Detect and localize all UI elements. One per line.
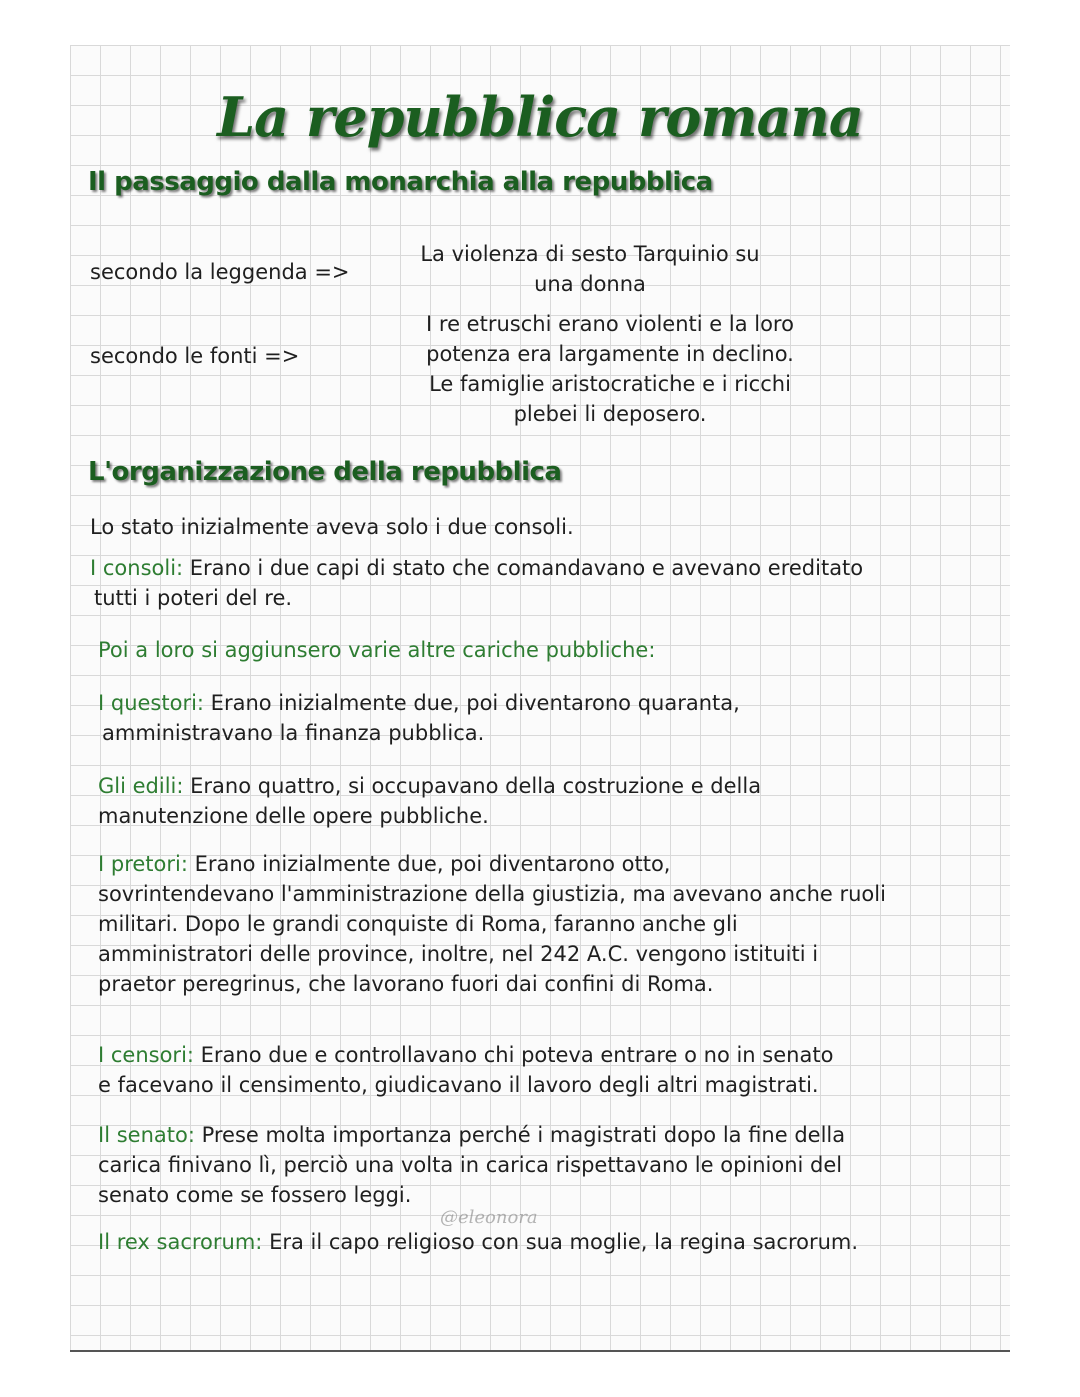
pretori-label: I pretori: xyxy=(98,852,188,876)
edili-text: manutenzione delle opere pubbliche. xyxy=(98,804,489,828)
page-title: La repubblica romana xyxy=(217,85,863,149)
pretori-text: Erano inizialmente due, poi diventarono otto, xyxy=(187,852,671,876)
pretori-paragraph xyxy=(98,849,1003,999)
censori-paragraph xyxy=(98,1040,833,1100)
sources-text-line: potenza era largamente in declino. xyxy=(426,342,794,366)
sources-label: secondo le fonti => xyxy=(90,344,300,368)
sources-text-line: I re etruschi erano violenti e la loro xyxy=(426,312,794,336)
legend-text-line: La violenza di sesto Tarquinio su xyxy=(420,242,760,266)
legend-label: secondo la leggenda => xyxy=(90,260,350,284)
censori-text: e facevano il censimento, giudicavano il lavoro degli altri magistrati. xyxy=(98,1073,819,1097)
questori-label: I questori: xyxy=(98,691,204,715)
sources-text-line: plebei li deposero. xyxy=(513,402,707,426)
legend-text xyxy=(370,239,810,299)
rex-text: Era il capo religioso con sua moglie, la regina sacrorum. xyxy=(262,1230,859,1254)
rex-paragraph xyxy=(98,1227,858,1257)
censori-label: I censori: xyxy=(98,1043,194,1067)
consoli-text: Erano i due capi di stato che comandavano e avevano ereditato xyxy=(183,556,864,580)
section-heading-organizzazione: L'organizzazione della repubblica xyxy=(88,457,562,487)
legend-text-line: una donna xyxy=(534,272,646,296)
senato-paragraph xyxy=(98,1120,845,1210)
section-heading-passaggio: Il passaggio dalla monarchia alla repubblica xyxy=(88,167,713,197)
senato-label: Il senato: xyxy=(98,1123,195,1147)
questori-text: amministravano la finanza pubblica. xyxy=(102,721,485,745)
questori-paragraph xyxy=(98,688,740,748)
sources-text-line: Le famiglie aristocratiche e i ricchi xyxy=(429,372,791,396)
senato-text: carica finivano lì, perciò una volta in carica rispettavano le opinioni del xyxy=(98,1153,843,1177)
watermark: @eleonora xyxy=(440,1207,538,1228)
intro-text: Lo stato inizialmente aveva solo i due consoli. xyxy=(90,515,574,539)
consoli-text: tutti i poteri del re. xyxy=(94,586,293,610)
consoli-label: I consoli: xyxy=(90,556,184,580)
senato-text: senato come se fossero leggi. xyxy=(98,1183,412,1207)
pretori-text: militari. Dopo le grandi conquiste di Roma, faranno anche gli xyxy=(98,912,738,936)
sources-text xyxy=(370,309,850,429)
senato-text: Prese molta importanza perché i magistrati dopo la fine della xyxy=(194,1123,846,1147)
consoli-paragraph xyxy=(90,553,863,613)
pretori-text: praetor peregrinus, che lavorano fuori dai confini di Roma. xyxy=(98,972,714,996)
censori-text: Erano due e controllavano chi poteva entrare o no in senato xyxy=(193,1043,834,1067)
rex-label: Il rex sacrorum: xyxy=(98,1230,263,1254)
pretori-text: sovrintendevano l'amministrazione della giustizia, ma avevano anche ruoli xyxy=(98,882,886,906)
edili-label: Gli edili: xyxy=(98,774,184,798)
edili-text: Erano quattro, si occupavano della costruzione e della xyxy=(183,774,762,798)
edili-paragraph xyxy=(98,771,761,831)
questori-text: Erano inizialmente due, poi diventarono quaranta, xyxy=(204,691,740,715)
cariche-intro: Poi a loro si aggiunsero varie altre cariche pubbliche: xyxy=(98,638,656,662)
grid-paper-sheet xyxy=(70,45,1010,1352)
pretori-text: amministratori delle province, inoltre, nel 242 A.C. vengono istituiti i xyxy=(98,942,819,966)
